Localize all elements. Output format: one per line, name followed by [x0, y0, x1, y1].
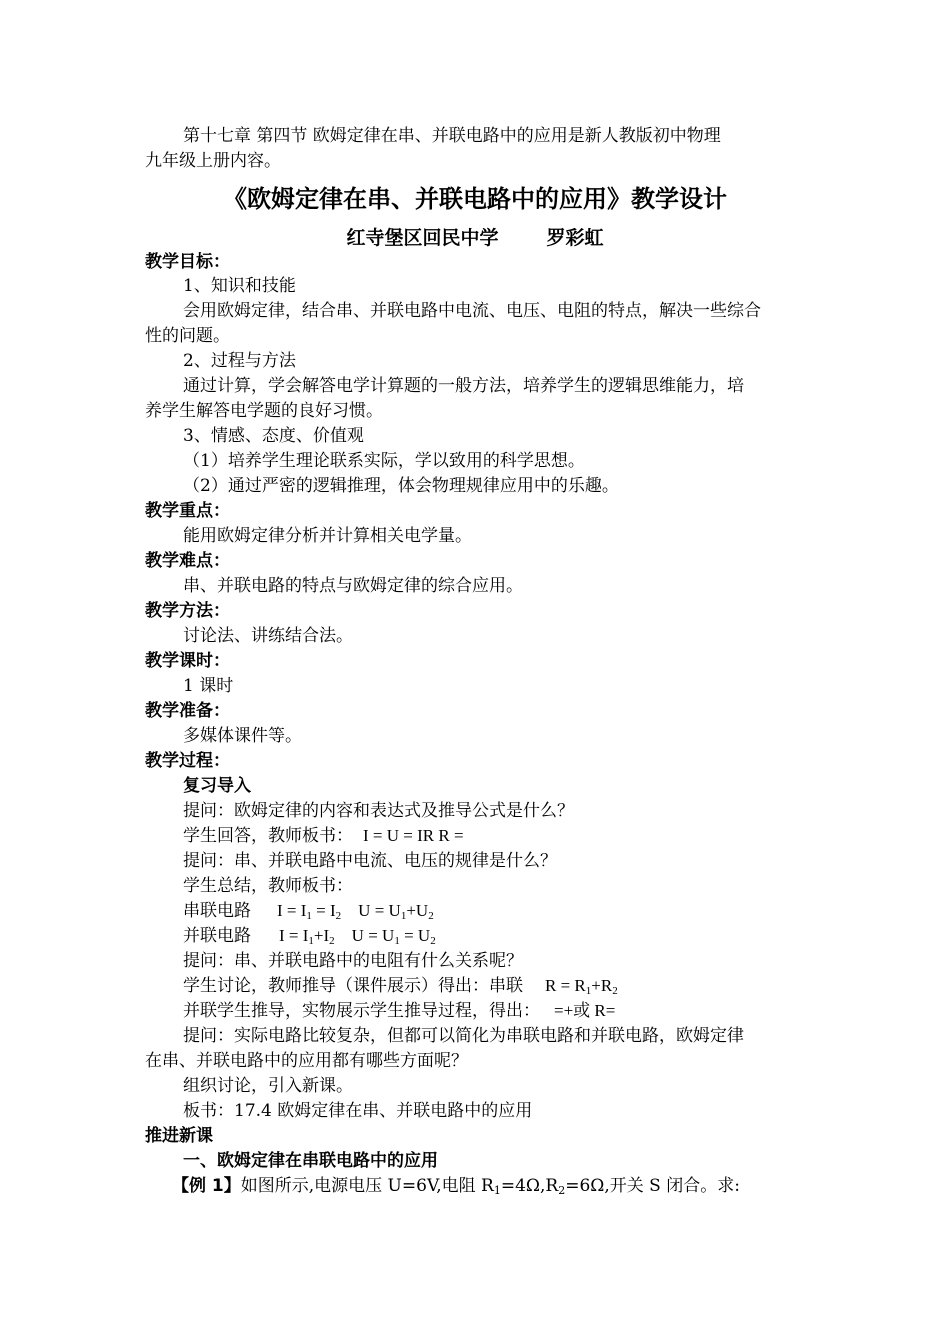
prep-heading: 教学准备： — [145, 701, 230, 721]
series-label: 串联电路 — [183, 901, 251, 921]
answer-1 — [183, 826, 464, 846]
series-formula: $I = I_1 = I_2$ $U = U_1+U_2$ — [277, 901, 434, 922]
example-1-text-2: =4Ω,R — [500, 1176, 559, 1196]
key-heading: 教学重点： — [145, 501, 230, 521]
parallel-formula: $I = I_1+I_2$ $U = U_1 = U_2$ — [279, 926, 436, 947]
process-heading: 教学过程： — [145, 751, 230, 771]
difficulty-heading: 教学难点： — [145, 551, 230, 571]
goal-1-text-2: 性的问题。 — [145, 326, 230, 346]
key-text: 能用欧姆定律分析并计算相关电学量。 — [183, 526, 472, 546]
goal-2-text-2: 养学生解答电学题的良好习惯。 — [145, 401, 383, 421]
question-3: 提问：串、并联电路中的电阻有什么关系呢？ — [183, 951, 523, 971]
method-heading: 教学方法： — [145, 601, 230, 621]
question-1: 提问：欧姆定律的内容和表达式及推导公式是什么？ — [183, 801, 574, 821]
new-lesson-heading: 推进新课 — [145, 1126, 213, 1146]
goal-2-title: 2、过程与方法 — [183, 351, 296, 371]
question-2: 提问：串、并联电路中电流、电压的规律是什么？ — [183, 851, 557, 871]
example-1-text-3: =6Ω,开关 S 闭合。求: — [565, 1176, 740, 1196]
goal-3-title: 3、情感、态度、价值观 — [183, 426, 364, 446]
example-1-text: 如图所示,电源电压 U=6V,电阻 R — [240, 1176, 494, 1196]
series-resistance-formula: $R = R_1+R_2$ — [545, 976, 618, 997]
goal-2-text-1: 通过计算，学会解答电学计算题的一般方法，培养学生的逻辑思维能力，培 — [183, 376, 744, 396]
example-1: 【例 1】如图所示,电源电压 U=6V,电阻 $R_1=4\Omega,R_2=6\Omega$,开关 S 闭合。求: — [172, 1176, 740, 1197]
author-line — [0, 226, 950, 250]
goal-1-text-1: 会用欧姆定律，结合串、并联电路中电流、电压、电阻的特点，解决一些综合 — [183, 301, 761, 321]
answer-2: 学生总结，教师板书： — [183, 876, 353, 896]
intro-line-2: 九年级上册内容。 — [145, 151, 281, 171]
parallel-label: 并联电路 — [183, 926, 251, 946]
series-rule — [183, 901, 434, 921]
answer-3-text: 学生讨论，教师推导（课件展示）得出：串联 — [183, 976, 523, 996]
goal-3-a: （1）培养学生理论联系实际，学以致用的科学思想。 — [183, 451, 585, 471]
parallel-resistance-formula: =+或 R= — [554, 1001, 616, 1020]
question-4-line-2: 在串、并联电路中的应用都有哪些方面呢？ — [145, 1051, 468, 1071]
goal-3-b: （2）通过严密的逻辑推理，体会物理规律应用中的乐趣。 — [183, 476, 619, 496]
prep-text: 多媒体课件等。 — [183, 726, 302, 746]
goal-1-title: 1、知识和技能 — [183, 276, 296, 296]
method-text: 讨论法、讲练结合法。 — [183, 626, 353, 646]
section-1-heading: 一、欧姆定律在串联电路中的应用 — [183, 1151, 438, 1171]
answer-1-text: 学生回答，教师板书： — [183, 826, 353, 846]
example-1-label: 【例 1】 — [172, 1176, 241, 1196]
question-4-line-1: 提问：实际电路比较复杂，但都可以简化为串联电路和并联电路，欧姆定律 — [183, 1026, 744, 1046]
review-heading: 复习导入 — [183, 776, 251, 796]
board-text: 板书：17.4 欧姆定律在串、并联电路中的应用 — [183, 1101, 533, 1121]
answer-4-text: 并联学生推导，实物展示学生推导过程，得出： — [183, 1001, 540, 1021]
author-school: 红寺堡区回民中学 — [346, 227, 499, 249]
hours-heading: 教学课时： — [145, 651, 230, 671]
difficulty-text: 串、并联电路的特点与欧姆定律的综合应用。 — [183, 576, 523, 596]
organize-text: 组织讨论，引入新课。 — [183, 1076, 353, 1096]
parallel-rule — [183, 926, 436, 946]
goals-heading: 教学目标： — [145, 252, 230, 272]
hours-text: 1 课时 — [183, 676, 234, 696]
intro-line-1: 第十七章 第四节 欧姆定律在串、并联电路中的应用是新人教版初中物理 — [183, 126, 721, 146]
answer-3 — [183, 976, 618, 996]
author-name: 罗彩虹 — [546, 227, 604, 249]
answer-1-formula: I = U = IR R = — [363, 826, 464, 845]
answer-4 — [183, 1001, 615, 1021]
document-title: 《欧姆定律在串、并联电路中的应用》教学设计 — [223, 185, 727, 213]
